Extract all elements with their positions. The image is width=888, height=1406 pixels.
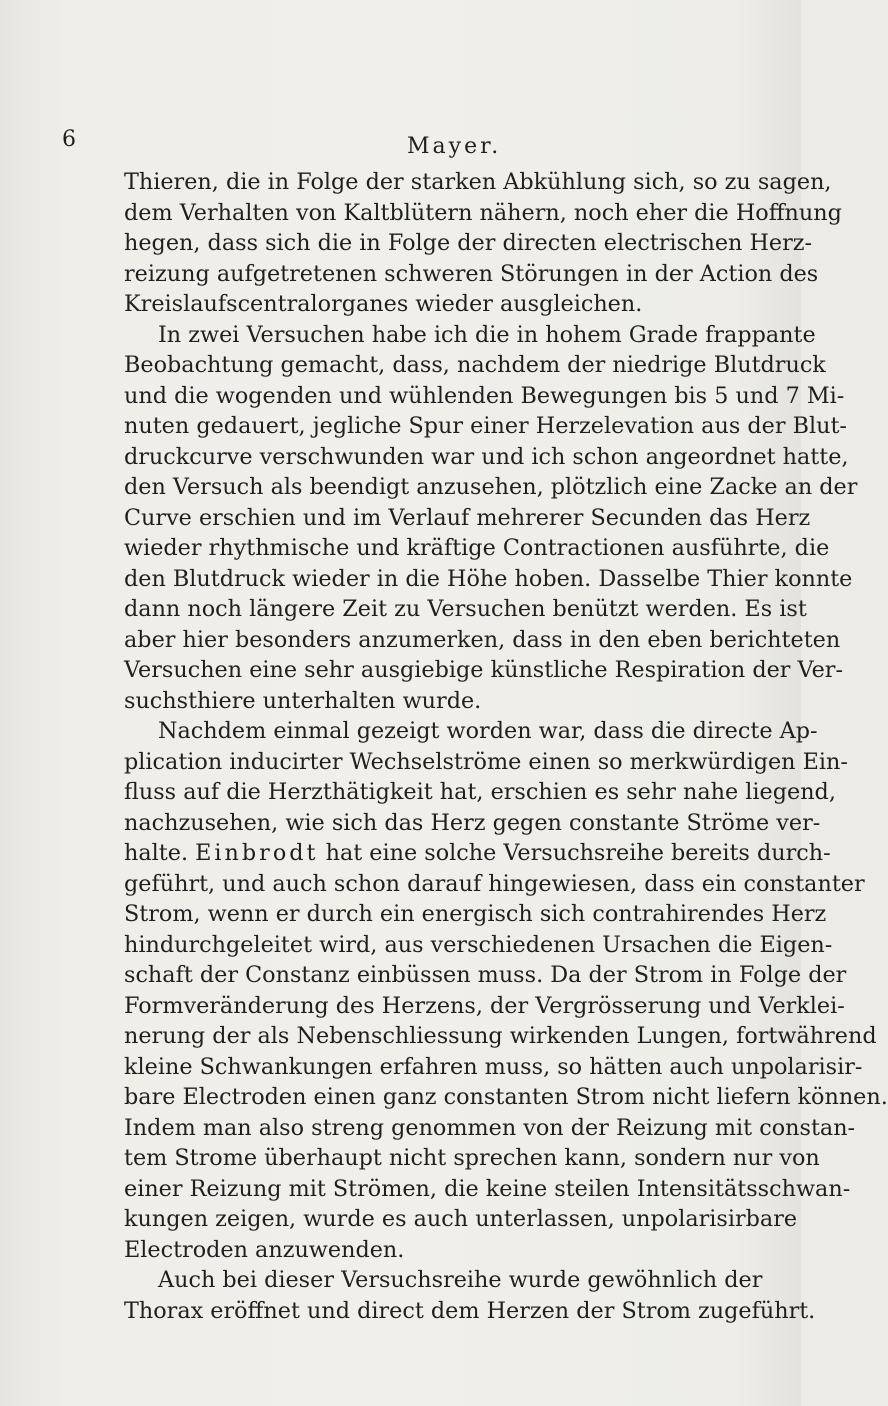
author-name: Einbrodt — [195, 840, 319, 866]
text-line: Nachdem einmal gezeigt worden war, dass die directe Ap- — [158, 718, 818, 744]
text-line: Thieren, die in Folge der starken Abkühlung sich, so zu sagen, — [124, 169, 832, 195]
text-line: kleine Schwankungen erfahren muss, so hätten auch unpolarisir- — [124, 1053, 863, 1080]
text-line: schaft der Constanz einbüssen muss. Da der Strom in Folge der — [124, 962, 847, 988]
text-line: Auch bei dieser Versuchsreihe wurde gewöhnlich der — [158, 1267, 763, 1293]
text-line: den Blutdruck wieder in die Höhe hoben. Dasselbe Thier konnte — [124, 565, 853, 592]
text-line: fluss auf die Herzthätigkeit hat, erschien es sehr nahe liegend, — [124, 779, 836, 805]
text-line: kungen zeigen, wurde es auch unterlassen, unpolarisirbare — [124, 1206, 798, 1232]
text-line: Strom, wenn er durch ein energisch sich contrahirendes Herz — [124, 901, 827, 927]
paragraph-4 — [124, 1265, 816, 1326]
paragraph-1 — [124, 167, 842, 320]
body-text — [124, 167, 888, 1326]
text-line: Electroden anzuwenden. — [124, 1236, 405, 1263]
text-line: hegen, dass sich die in Folge der directen electrischen Herz- — [124, 230, 813, 256]
text-line: dann noch längere Zeit zu Versuchen benützt werden. Es ist — [124, 596, 807, 622]
text-line: Indem man also streng genommen von der Reizung mit constan- — [124, 1114, 856, 1141]
text-line: In zwei Versuchen habe ich die in hohem Grade frappante — [158, 321, 816, 348]
text-line: geführt, und auch schon darauf hingewiesen, dass ein constanter — [124, 870, 865, 897]
text-line: nuten gedauert, jegliche Spur einer Herzelevation aus der Blut- — [124, 413, 847, 439]
text-line: Versuchen eine sehr ausgiebige künstliche Respiration der Ver- — [124, 657, 843, 683]
text-line: druckcurve verschwunden war und ich schon angeordnet hatte, — [124, 443, 849, 470]
text-fragment: hat eine solche Versuchsreihe bereits durch- — [325, 840, 831, 866]
running-head: Mayer. — [407, 134, 502, 159]
text-line: einer Reizung mit Strömen, die keine steilen Intensitätsschwan- — [124, 1175, 851, 1202]
text-line: nerung der als Nebenschliessung wirkenden Lungen, fortwährend — [124, 1023, 877, 1049]
text-line: plication inducirter Wechselströme einen so merkwürdigen Ein- — [124, 748, 848, 775]
text-fragment: halte. — [124, 840, 189, 866]
text-line: wieder rhythmische und kräftige Contractionen ausführte, die — [124, 535, 830, 561]
text-line: Curve erschien und im Verlauf mehrerer Secunden das Herz — [124, 504, 811, 531]
paragraph-2 — [124, 320, 858, 717]
text-line: Formveränderung des Herzens, der Vergrösserung und Verklei- — [124, 992, 845, 1019]
text-line: und die wogenden und wühlenden Bewegungen bis 5 und 7 Mi- — [124, 382, 845, 409]
text-line: Kreislaufscentralorganes wieder ausgleichen. — [124, 291, 643, 317]
text-line: dem Verhalten von Kaltblütern nähern, noch eher die Hoffnung — [124, 199, 842, 226]
text-line: Beobachtung gemacht, dass, nachdem der niedrige Blutdruck — [124, 352, 826, 378]
text-line: aber hier besonders anzumerken, dass in den eben berichteten — [124, 626, 841, 653]
paragraph-3 — [124, 716, 888, 1265]
text-line: Thorax eröffnet und direct dem Herzen der Strom zugeführt. — [124, 1297, 816, 1324]
text-line: nachzusehen, wie sich das Herz gegen constante Ströme ver- — [124, 809, 821, 836]
text-line: den Versuch als beendigt anzusehen, plötzlich eine Zacke an der — [124, 474, 858, 500]
text-line: bare Electroden einen ganz constanten Strom nicht liefern können. — [124, 1084, 888, 1110]
text-line — [124, 838, 831, 869]
text-line: hindurchgeleitet wird, aus verschiedenen Ursachen die Eigen- — [124, 931, 833, 958]
text-line: tem Strome überhaupt nicht sprechen kann, sondern nur von — [124, 1145, 820, 1171]
text-line: reizung aufgetretenen schweren Störungen in der Action des — [124, 260, 819, 287]
text-line: suchsthiere unterhalten wurde. — [124, 687, 482, 714]
page-number: 6 — [62, 127, 76, 152]
